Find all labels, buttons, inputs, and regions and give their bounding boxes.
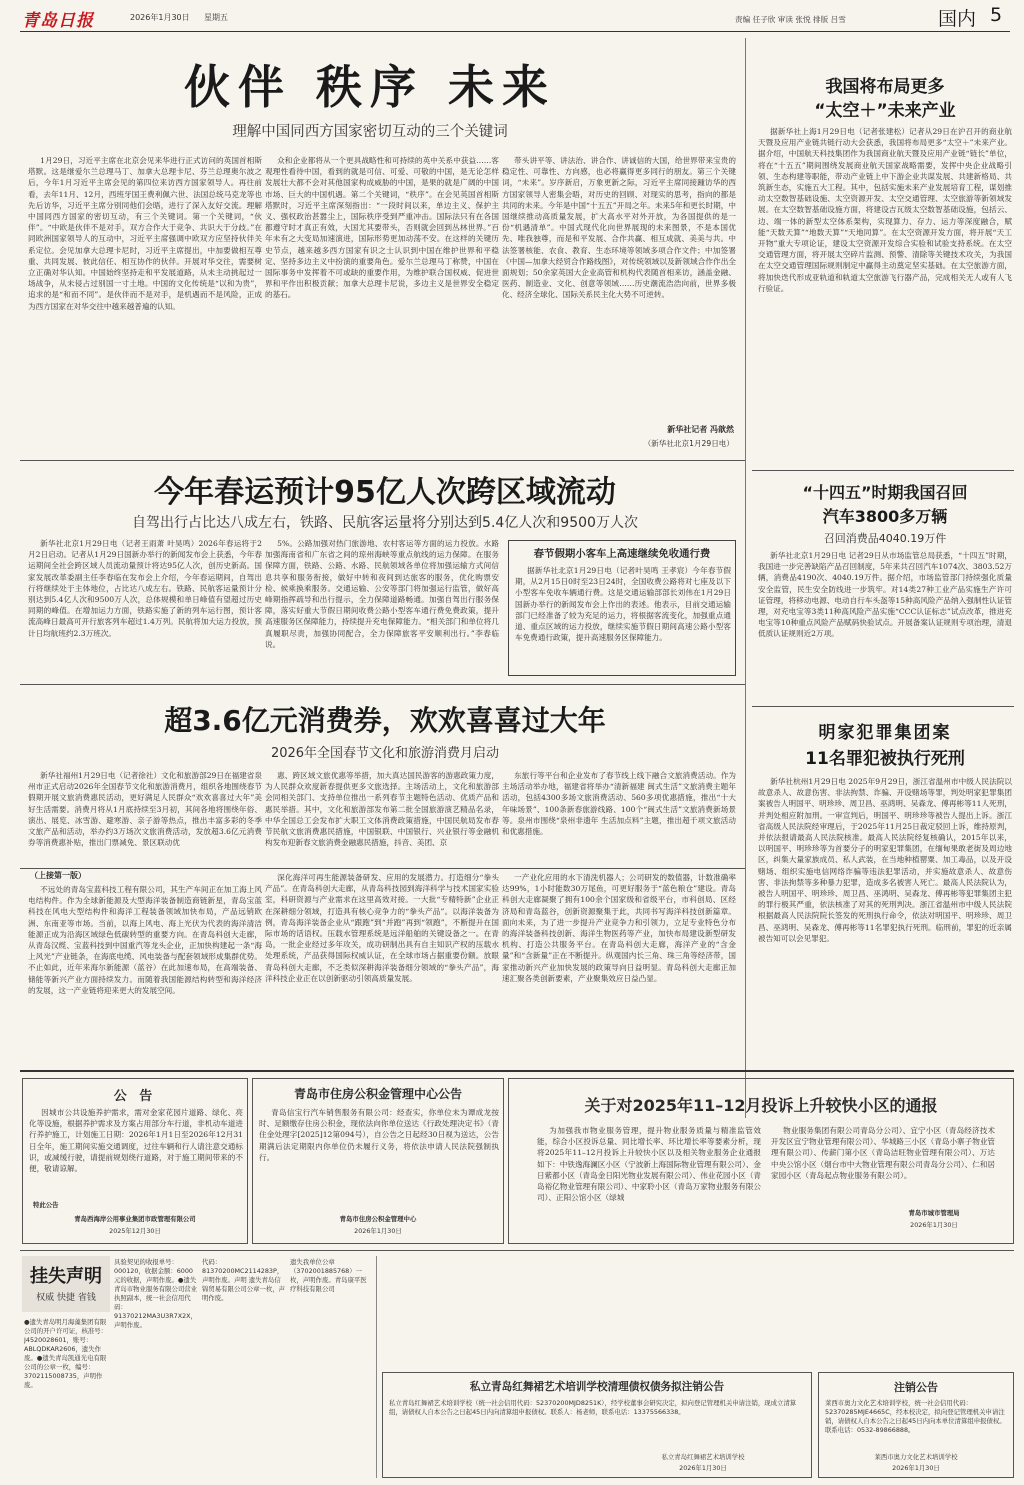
notice-housing-fund [252,1078,504,1244]
clear-body: 私立青岛红舞裙艺术培训学校（统一社会信用代码：52370200MJD8251K），经学校董事会研究决定，拟向登记管理机关申请注销，现成立清算组，请债权人自本公告之日起45日内向清算组申报债权。联系人：杨老师，联系电话：13375566338。 [389,1399,797,1416]
space-headline-line1: 我国将布局更多 [825,77,945,97]
lost-col2: 具验契见的收报单号：000120，收据金额：6000元的收据，声明作废。●遗失青岛市物业服务有限公司营业执照副本，统一社会信用代码：91370212MA3U3R7X2X，声明作废。 [114,1258,198,1329]
ad-story-col3: 一产业化应用的水下清洗机器人；公司研发的数值器，计数准确率达99%，1小时能数30万尾鱼，可更好服务于“蓝色粮仓”建设。青岛科创大走廊凝聚了拥有100余个国家级和省级平台，市科创局、区经济局和青岛蓝谷，创新资源聚集于此，共同书写海洋科技创新篇章。面向未来，为了进一步提升产业竞争力和引领力，立足专业特色分布的海洋装备科技创新、海洋生物医药等产业，加快布局建设新型研发机构、打造公共服务平台。在青岛科创大走廊，海洋产业的“含金量”和“含新量”正在不断提升。纵观国内长三角、珠三角等经济带，国家推动新兴产业加快发展的政策导向日益明显。青岛科创大走廊正加速汇聚各类创新要素，产业聚集效应日益凸显。 [502,873,736,983]
notice-complaints [508,1078,1014,1244]
section-rule-1 [20,460,745,461]
clear-date: 2026年1月30日 [679,1464,727,1472]
notice3-col1: 为加强我市物业服务管理，提升物业服务质量与精准监管效能，综合小区投诉总量、同比增长率、环比增长率等要素分析，现将2025年11–12月投诉上升较快小区以及相关物业服务企业通报如下：中铁逸海澜区小区（宁波新上海国际物业管理有限公司）、金日紫都小区（青岛金日阳光物业发展有限公司）、伟业花园小区（青岛裕亿物业管理有限公司）、中家聆小区（青岛万家物业服务有限公司）、正阳公馆小区（绿城 [537,1126,761,1203]
continued-label: （上接第一版） [30,871,86,880]
toll-free-box [508,540,736,676]
page-number: 5 [990,4,1003,26]
notice1-date: 2025年12月30日 [109,1227,161,1235]
toll-free-body: 据新华社北京1月29日电（记者叶昊鸣 王孝宸）今年春节假期，从2月15日0时至23日24时，全国收费公路将对七座及以下小型客车免收车辆通行费。这是交通运输部部长刘伟在1月29日国新办举行的新闻发布会上作出的表述。他表示，目前交通运输部门已经准备了较为充足的运力，将根据客流变化，加强重点通道、重点区域的运力投放，继续实施节假日期间高速公路小型客车免费通行政策，提升高速服务区保障能力。 [515,566,731,643]
main-headline: 伙伴 秩序 未来 [183,60,557,114]
notice-cancellation [818,1372,1014,1478]
sidebar-rule-1 [752,470,1014,471]
main-story-col2: 众和企业都将从一个更具战略性和可持续的英中关系中获益……客观理性看待中国，看到的就是可信、可爱、可敬的中国，是无论怎样发展壮大都不会对其他国家构成威胁的中国，是果的就是广阔的中国市场、巨大的中国机遇。第二个关键词，“秩序”。在会见英国首相斯塔默时，习近平主席深刻指出：“一段时间以来，单边主义、保护主义、强权政治甚嚣尘上，国际秩序受到严重冲击。国际法只有在各国都遵守时才真正有效，大国尤其要带头，否则就会回到丛林世界。”百年未有之大变局加速演进，国际形势更加动荡不安。在这样的关键历史节点，越来越多西方国家有识之士认识到中国在维护世界和平稳定、坚持多边主义中扮演的重要角色。爱尔兰总理马丁称赞，中国在国际事务中发挥着不可或缺的重要作用，为维护联合国权威、促进世界和平作出积极贡献；加拿大总理卡尼说，多边主义是世界安全稳定的基石。 [265,156,499,300]
cancel-org: 莱西市奥力文化艺术培训学校 [874,1453,958,1461]
lost-divider [376,1256,377,1478]
notice2-date: 2026年1月30日 [354,1227,402,1235]
space-story-body: 据新华社上海1月29日电（记者张建松）记者从29日在沪召开的商业航天暨及应用产业链共链行动大会获悉，我国将布局更多“太空＋”未来产业。据介绍，中国航天科技集团作为我国商业航天暨及应用产业链“链长”单位，将在“十五五”期间围绕发展商业航天国家战略需要，发挥中央企业战略引领、生态构建等职能，带动产业链上中下游企业共谋发展、共建新格局、共筑新生态，实施五大工程。其中，包括实施未来产业发展培育工程，谋划推动太空数智基础设施、太空资源开发、太空交通管理、太空旅游等新领域发展。在太空数智基础设施方面，将建设吉瓦级太空数智基础设施，包括云、边、端一体的新型太空体系架构，实现算力、存力、运力等深度融合，赋能“天数天算”“地数天算”“天地同算”。在太空资源开发方面，将开展“天工开物”重大专项论证，建设太空资源开发综合实验和试验支持系统。在太空交通管理方面，将开展太空碎片监测、预警、清除等关键技术攻关，为我国在太空交通管理国际规则制定中赢得主动奠定坚实基础。在太空旅游方面，将加快迭代形成亚轨道和轨道太空旅游飞行器产品，完成相关无人或有人飞行验证。 [758,127,1012,293]
section-name: 国内 [938,8,977,30]
recall-headline-line2: 汽车3800多万辆 [822,507,948,526]
clear-org: 私立青岛红舞裙艺术培训学校 [661,1453,745,1461]
cancel-body: 莱西市奥力文化艺术培训学校，统一社会信用代码：52370285MJE4665C，经本校决定，拟向登记管理机关申请注销，请债权人自本公告之日起45日内向本单位清算组申报债权。联系电话：0532-89866888。 [825,1399,1006,1434]
notice2-title: 青岛市住房公积金管理中心公告 [293,1087,462,1101]
ad-story-col2: 深化海洋可再生能源装备研发、应用的发展潜力。打造细分“拳头产品”。在青岛科创大走廊，从青岛科技园到海洋科学与技术国家实验室，科研资源与产业需求在这里高效对接。一大批“专精特新”企业正在深耕细分领域，打造具有核心竞争力的“拳头产品”。以海洋装备为例，青岛海洋装备企业从“跟跑”到“并跑”再到“领跑”，不断提升在国际市场的话语权。压载水管理系统是远洋船舶的关键设备之一。在青岛，一批企业经过多年攻关，成功研制出具有自主知识产权的压载水处理系统，产品获得国际权威认证，在全球市场占据重要份额。放眼青岛科创大走廊，不乏类似深耕海洋装备细分领域的“拳头产品”，海洋科技企业正在以创新驱动引领高质量发展。 [265,873,499,983]
consumer-subtitle: 2026年全国春节文化和旅游消费月启动 [270,746,500,761]
clear-title: 私立青岛红舞裙艺术培训学校清理债权债务拟注销公告 [469,1381,725,1393]
main-byline: 新华社记者 冯歆然 [667,425,734,434]
notice1-sign: 特此公告 [33,1201,59,1209]
editor-credits: 责编 任子欣 审读 张悦 排版 吕雪 [735,15,846,24]
consumer-story-col1: 新华社福州1月29日电（记者徐社）文化和旅游部29日在福建省泉州市正式启动2026年全国春节文化和旅游消费月，组织各地围绕春节假期开展文旅消费惠民活动，更好满足人民群众“欢欢喜喜过大年”美好生活需要。消费月将从1月底持续至3月初，其间各地将围绕年俗、演出、展览、冰雪游、避寒游、亲子游等热点，推出丰富多彩的冬季文旅产品和活动，举办约3万场次文旅消费活动，发放超3.6亿元消费券等消费惠补贴，推出门票减免、景区联动优 [28,771,262,848]
section-rule-5 [20,1250,1014,1251]
notice1-org: 青岛西海岸公用事业集团市政管理有限公司 [74,1215,196,1223]
section-rule-4 [20,1070,1014,1072]
lost-subtitle: 权威 快捷 省钱 [36,1293,96,1303]
recall-subtitle: 召回消费品4040.19万件 [823,532,947,545]
lost-title: 挂失声明 [30,1266,102,1286]
masthead [0,0,1024,32]
lost-col3: 代码：81370200MC2114283P，声明作废。声明 遗失青岛信锦贸易有限公司公章一枚，声明作废。 [202,1258,286,1302]
main-story-col3: 带头讲平等、讲法治、讲合作、讲诚信的大国，给世界带来宝贵的稳定性、可靠性、方向感，也必将赢得更多同行的朋友。第三个关键词，“未来”。岁序新启，万象更新之际，习近平主席同接踵访华的西方国家领导人密集会晤，对历史的回顾、对现实的思考，指向的都是共同的未来。今年是中国“十五五”开局之年。未来5年和更长时期，中国继续推动高质量发展，扩大高水平对外开放，为各国提供的是一份“机遇清单”。中国式现代化向世界展现的未来图景，不是本国优先、唯我独尊，而是和平发展、合作共赢、相互成就、美美与共。中法签署核能、农食、教育、生态环境等领域多项合作文件；中加签署《中国—加拿大经贸合作路线图》，对传统领域以及新领域合作作出全面规划；50余家英国大企业高管和机构代表随首相来访，涵盖金融、医药、制造业、文化、创意等领域……历史潮流浩浩向前，世界多极化、经济全球化、国际关系民主化大势不可逆转。 [502,156,736,300]
ad-story-col1: 不远处的青岛宝蓝科技工程有限公司，其生产车间正在加工海上风电结构件。作为全球新能源及大型海洋装备制造商链新星，青岛宝蓝科技在风电大型结构件和海洋工程装备领域加快布局，产品远销欧洲、东南亚等市场。当前，以海上风电、海上光伏为代表的海洋清洁能源正成为沿海区域绿色低碳转型的重要方向。在青岛科创大走廊，从青岛汉缆、宝蓝科技到中国重汽等龙头企业，正加快构建起一条“海上风光”产业链条，在海底电缆、风电装备与配套领域形成集群优势。不止如此，近年来海尔新能源（蓝谷）在此加速布局，在高端装备、储能等新兴产业方面持续发力。而随着我国能源结构转型和海洋经济的发展，这一产业链将迎来更大的发展空间。 [28,885,262,995]
notice-public-works [22,1078,248,1244]
issue-weekday: 星期五 [204,13,228,22]
column-divider [745,38,746,1118]
space-headline-line2: “太空＋”未来产业 [814,101,956,121]
masthead-rule [20,31,1010,32]
notice3-title: 关于对2025年11–12月投诉上升较快小区的通报 [584,1096,938,1115]
issue-date: 2026年1月30日 [130,13,190,22]
section-rule-3 [20,868,745,869]
notice2-body: 青岛信宝行汽车销售服务有限公司：经查实，你单位未为谭成龙按时、足额缴存住房公积金，现依法向你单位送达《行政处理决定书》（青住金处理字[2025]12第094号），自公告之日起经30日视为送达，公告期满后法定期限内你单位仍未履行义务，将依法申请人民法院强制执行。 [259,1108,499,1162]
consumer-story-col3: 东旅行等平台和企业发布了春节线上线下融合文旅消费活动。作为主场活动举办地，福建省将举办“清新福建 闽式生活”文旅消费主题年活动，包括4300多场文旅消费活动、560多项优惠措施，推出“十大年味场景”、100条新春旅游线路、100个“闽式生活”文旅消费新场景等。泉州市围绕“泉州非遗年 生活加点料”主题，推出超千项文旅活动和优惠措施。 [502,771,736,837]
notice2-org: 青岛市住房公积金管理中心 [339,1215,417,1223]
spring-story-col2: 5%。公路加强对热门旅游地、农村客运等方面的运力投放。水路加强海南省和广东省之间的琼州海峡等重点航线的运力保障。在服务保障方面，铁路、公路、水路、民航领域各单位将加强运输方式间信息共享和服务衔接，做好中转和夜间到达旅客的服务，优化购票安检、候乘换乘服务。交通运输、公安等部门将加强运行监管，做好高峰期指挥疏导和出行提示，全力保障道路畅通。加强自驾出行服务保障，落实好重大节假日期间收费公路小型客车通行费免费政策，提升高速服务区保障能力，持续提升充电保障能力。“相关部门和单位将几真履职尽责，加强协同配合，全力保障旅客平安顺利出行。”李春临说。 [265,539,499,649]
lost-col4: 遗失我单位公章（3702001885768）一枚，声明作废。青岛康平医疗科技有限公司 [290,1258,367,1293]
notice3-date: 2026年1月30日 [910,1221,958,1229]
criminal-headline-line2: 11名罪犯被执行死刑 [805,749,965,769]
cancel-title: 注销公告 [894,1381,938,1394]
newspaper-logo: 青岛日报 [22,11,94,28]
spring-headline: 今年春运预计95亿人次跨区域流动 [154,475,616,510]
recall-story-body: 新华社北京1月29日电 记者29日从市场监管总局获悉，“十四五”时期，我国进一步完善缺陷产品召回制度，5年来共召回汽车1074次、3803.52万辆，消费品4190次、4040.19万件。据介绍，市场监管部门持续强化质量安全监管，民生安全防线进一步筑牢。对14类27种工业产品实施生产许可证管理，将移动电源、电动自行车头盔等15种高风险产品纳入强制性认证管理，对充电宝等3类11种高风险产品实施“CCC认证标志”试点改革，推进充电宝等10种重点风险产品赋码快验试点。开展备案认证规则专项治理，清退低质认证规则近2万项。 [758,551,1012,639]
notice3-org: 青岛市城市管理局 [908,1209,960,1217]
consumer-headline: 超3.6亿元消费券，欢欢喜喜过大年 [164,704,606,737]
cancel-date: 2026年1月30日 [892,1464,940,1472]
spring-story-col1: 新华社北京1月29日电（记者王雨萧 叶昊鸣）2026年春运将于2月2日启动。记者从1月29日国新办举行的新闻发布会上获悉，今年春运期间全社会跨区域人员流动量预计将达95亿人次，创历史新高。国家发展改革委副主任李春临在发布会上介绍，今年春运期间，自驾出行将继续处于主体地位，占比达八成左右。铁路、民航客运量预计分别达到5.4亿人次和9500万人次，总体规模和单日峰值有望超过历史同期的峰值。在增加运力方面，铁路实施了新的列车运行图，预计客流高峰日最高可开行旅客列车超过1.4万列。民航将加大运力投放，预计日均航班约2.3万班次。 [28,539,262,638]
notice1-title: 公 告 [113,1089,157,1103]
lost-header-box [22,1256,110,1312]
consumer-story-col2: 惠、跨区域文旅优惠等举措，加大真达国民游客的游惠政策力度，为人民群众欢度新春提供更多文旅选择。主场活动上，文化和旅游部会同相关部门、支持单位推出一系列春节主题特色活动、优质产品和惠民举措。其中，文化和旅游部发布第二批全国旅游演艺精品名录，中华全国总工会发布扩大职工文体消费政策措施，中国民航局发布春节民航文旅消费惠民措施，中国银联、中国银行、兴业银行等金融机构发布迎新春文旅消费金融惠民措施，抖音、美团、京 [265,771,499,848]
main-dateline: （新华社北京1月29日电） [643,439,734,448]
lost-col1: ●遗失青岛明月海藻集团有限公司的开户许可证，核准号：J4520028601，账号：ABLQDKAR2606，遗失作废。●遗失青岛凯通光电有限公司的公章一枚，编号：3702115008735，声明作废。 [24,1318,108,1389]
criminal-headline-line1: 明家犯罪集团案 [818,723,952,743]
notice1-body: 因城市公共设施养护需求，需对金家花园片道路、绿化、亮化等设施，根据养护需求及方案占用部分车行道，非机动车道进行养护施工，计划施工日期：2026年1月1日至2026年12月31日全年，施工期间实施交通调度，过往车辆和行人请注意交通标识，或减缓行驶，请提前规划绕行道路，对于施工期间带来的不便，敬请谅解。 [29,1108,243,1174]
toll-free-title: 春节假期小客车上高速继续免收通行费 [533,548,711,560]
main-subtitle: 理解中国同西方国家密切互动的三个关键词 [232,124,508,140]
notice-clearance [382,1372,812,1478]
notice3-col2: 物业服务集团有限公司青岛分公司）、宜宁小区（青岛经济技术开发区宜宁物业管理有限公司）、华城路三小区（青岛小寨子物业管理有限公司）、传薪门第小区（青岛洁旺物业管理有限公司）、万达中央公馆小区（烟台市中大物业管理有限公司青岛分公司）、仁和居家园小区（青岛起点物业服务有限公司）。 [771,1126,995,1180]
section-rule-2 [20,684,745,685]
criminal-story-body: 新华社杭州1月29日电 2025年9月29日，浙江省温州市中级人民法院以故意杀人、故意伤害、非法拘禁、诈骗、开设赌场等罪，判处明家犯罪集团案被告人明国平、明珍珍、周卫昌、巫鸿明、吴森龙、傅再彬等11人死刑，并判处相应附加刑。一审宣判后，明国平、明珍珍等被告人提出上诉。浙江省高级人民法院经审理后，于2025年11月25日裁定驳回上诉，维持原判，并依法报请最高人民法院核准。最高人民法院经复核确认，2015年以来，以明国平、明珍珍等为首要分子的明家犯罪集团，在缅甸果敢老街及周边地区，纠集大量家族成员、私人武装，在当地种植罂粟、加工毒品，以及开设赌场、组织实施电信网络诈骗等违法犯罪活动，并实施故意杀人、故意伤害、非法拘禁等多种暴力犯罪，造成多名被害人死亡。最高人民法院认为，被告人明国平、明珍珍、周卫昌、巫鸿明、吴森龙、傅再彬等犯罪集团主犯的罪行极其严重，依法核准了对其的死刑判决。浙江省温州市中级人民法院根据最高人民法院院长签发的死刑执行命令，依法对明国平、明珍珍、周卫昌、巫鸿明、吴森龙、傅再彬等11名罪犯执行死刑。临刑前，罪犯的近亲属被告知可以会见罪犯。 [758,777,1012,943]
main-story-col1: 1月29日，习近平主席在北京会见来华进行正式访问的英国首相斯塔默。这是继爱尔兰总理马丁、加拿大总理卡尼、芬兰总理奥尔波之后，今年1月习近平主席会见的第四位来访西方国家领导人。再往前看，去年11月、12月，西班牙国王费利佩六世、法国总统马克龙等也先后访华，习近平主席分别同他们会晤，进行了深入友好交流。理解中国同西方国家的密切互动，有三个关键词。第一个关键词，“伙伴”。“中欧是伙伴不是对手，双方合作大于竞争、共识大于分歧。”在同欧洲国家领导人的互动中，习近平主席强调中欧双方应坚持伙伴关系定位。会见加拿大总理卡尼时，习近平主席提出，中加要做相互尊重、共同发展、彼此信任、相互协作的伙伴。开展对华交往，需要树立正确对华认知。中国始终坚持走和平发展道路，从未主动挑起过一场战争，从未侵占过别国一寸土地。中国的文化传统是“以和为贵”，追求的是“和而不同”。是伙伴而不是对手，是机遇而不是风险，正成为西方国家在对华交往中越来越普遍的认知。 [28,156,262,311]
sidebar-rule-2 [752,706,1014,707]
spring-subtitle: 自驾出行占比达八成左右，铁路、民航客运量将分别达到5.4亿人次和9500万人次 [132,515,638,531]
recall-headline-line1: “十四五”时期我国召回 [802,483,968,502]
